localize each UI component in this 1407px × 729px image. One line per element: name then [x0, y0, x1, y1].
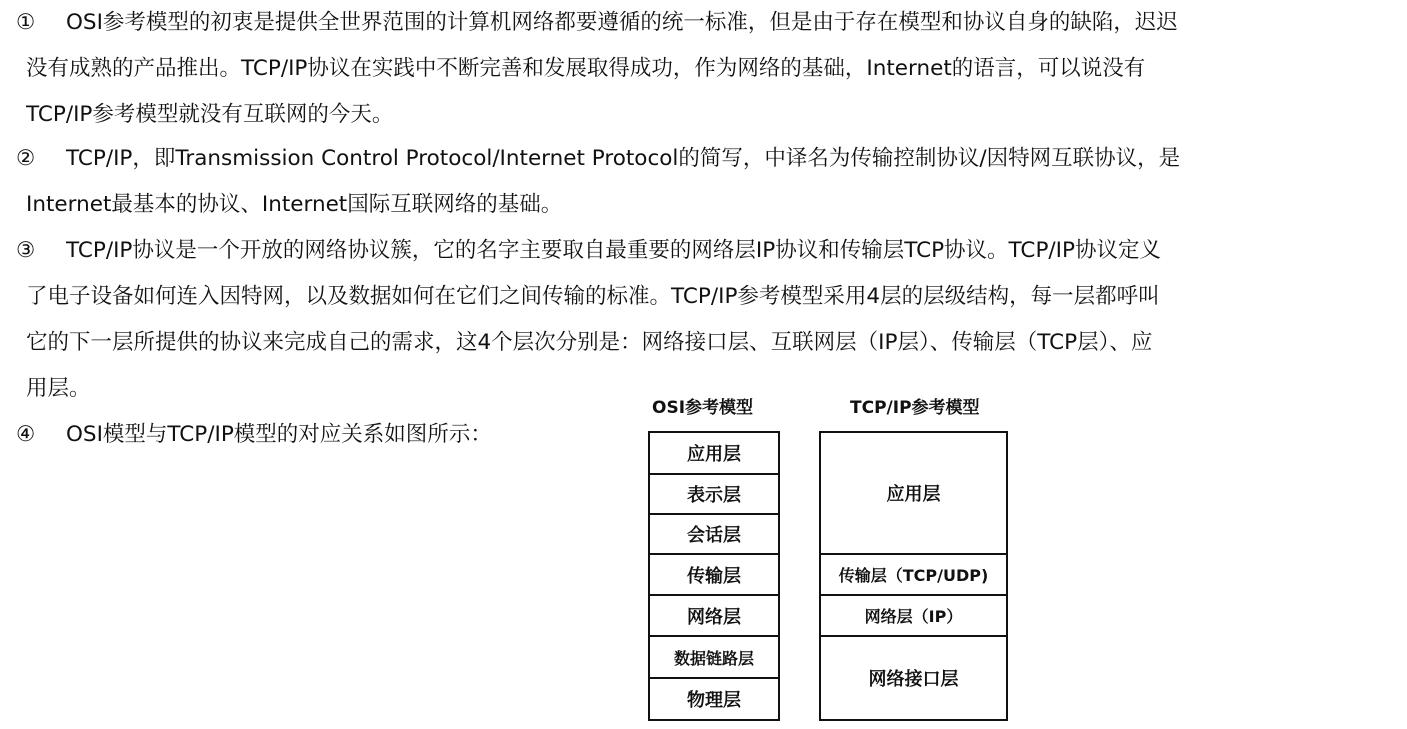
osi-layer-data-link: 数据链路层 [650, 637, 778, 679]
paragraph-2 [16, 136, 1388, 228]
paragraph-2-marker: ② [16, 146, 36, 171]
osi-layer-application: 应用层 [650, 433, 778, 475]
tcpip-model-title: TCP/IP参考模型 [850, 398, 980, 418]
tcpip-layer-application: 应用层 [821, 433, 1006, 555]
paragraph-1 [16, 0, 1388, 138]
osi-model-title: OSI参考模型 [652, 398, 754, 418]
paragraph-3-line-1: ③ TCP/IP协议是一个开放的网络协议簇，它的名字主要取自最重要的网络层IP协议和传输层TCP协议。TCP/IP协议定义 [16, 228, 1388, 274]
osi-model-column [648, 431, 780, 721]
paragraph-2-line-2: Internet最基本的协议、Internet国际互联网络的基础。 [26, 192, 563, 217]
paragraph-1-line-3: TCP/IP参考模型就没有互联网的今天。 [26, 102, 394, 127]
tcpip-layer-transport: 传输层（TCP/UDP) [821, 555, 1006, 596]
osi-layer-presentation: 表示层 [650, 475, 778, 515]
osi-layer-network: 网络层 [650, 596, 778, 637]
osi-layer-transport: 传输层 [650, 555, 778, 596]
tcpip-layer-internet: 网络层（IP） [821, 596, 1006, 637]
paragraph-3-line-3: 它的下一层所提供的协议来完成自己的需求，这4个层次分别是：网络接口层、互联网层（IP层）、传输层（TCP层）、应 [26, 330, 1153, 355]
paragraph-4-line-1: ④ OSI模型与TCP/IP模型的对应关系如图所示： [16, 412, 1388, 458]
tcpip-layer-network-interface: 网络接口层 [868, 669, 959, 690]
osi-layer-session: 会话层 [650, 515, 778, 555]
paragraph-4-marker: ④ [16, 422, 36, 447]
tcpip-model-column [819, 431, 1008, 721]
paragraph-2-line-1: ② TCP/IP，即Transmission Control Protocol/Internet Protocol的简写，中译名为传输控制协议/因特网互联协议，是 [16, 136, 1388, 182]
paragraph-3-marker: ③ [16, 238, 36, 263]
paragraph-1-marker: ① [16, 10, 36, 35]
osi-layer-physical: 物理层 [687, 690, 741, 711]
paragraph-3 [16, 228, 1388, 412]
paragraph-3-line-4: 用层。 [26, 376, 91, 401]
paragraph-1-line-2: 没有成熟的产品推出。TCP/IP协议在实践中不断完善和发展取得成功，作为网络的基础，Internet的语言，可以说没有 [26, 56, 1146, 81]
paragraph-1-line-1: ① OSI参考模型的初衷是提供全世界范围的计算机网络都要遵循的统一标准，但是由于存在模型和协议自身的缺陷，迟迟 [16, 0, 1388, 46]
paragraph-3-line-2: 了电子设备如何连入因特网，以及数据如何在它们之间传输的标准。TCP/IP参考模型采用4层的层级结构，每一层都呼叫 [26, 284, 1160, 309]
